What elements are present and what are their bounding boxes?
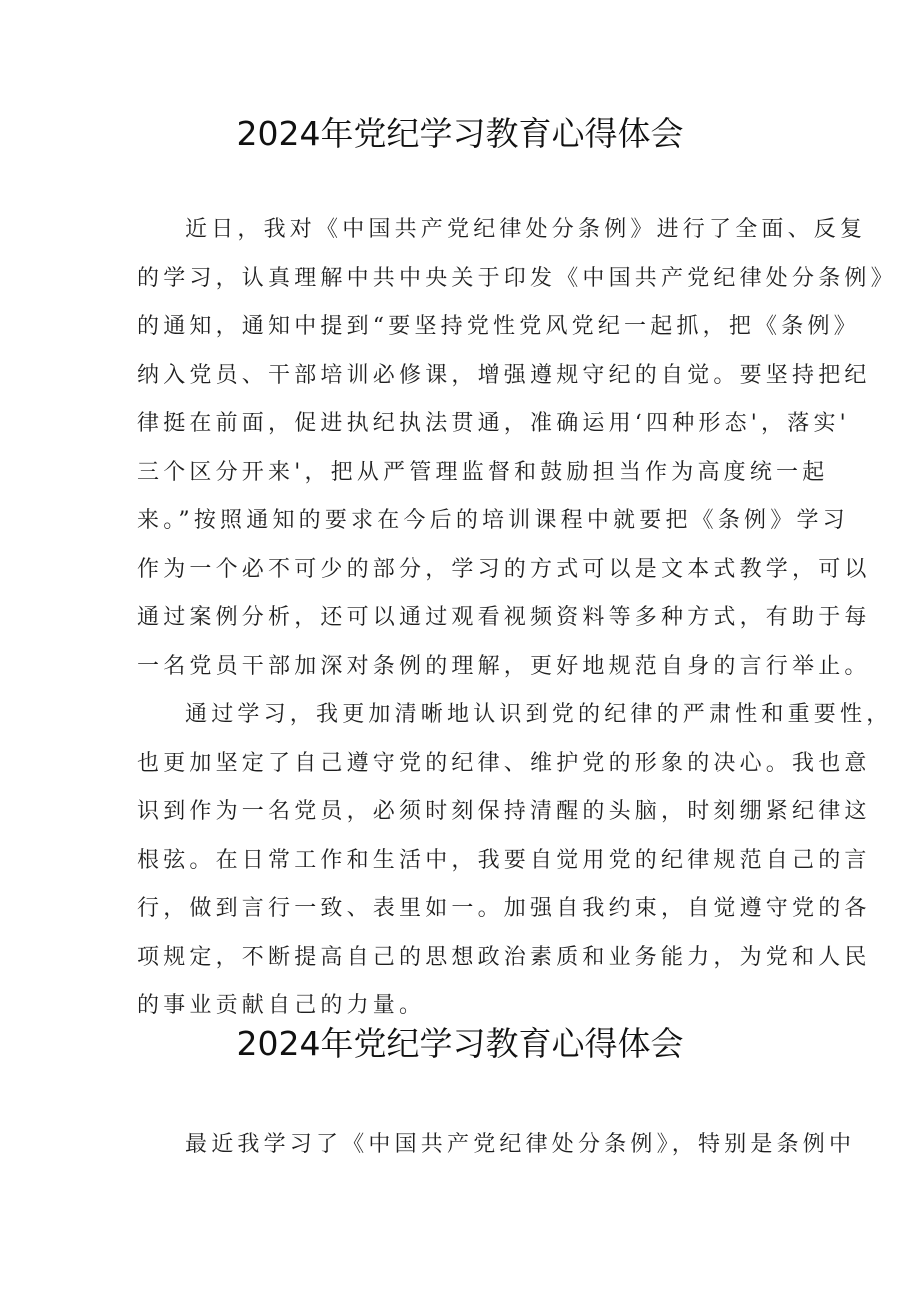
paragraph-line: 律挺在前面，促进执纪执法贯通，准确运用‘四种形态'，落实' [137,411,850,436]
paragraph-line: 近日，我对《中国共产党纪律处分条例》进行了全面、反复 [185,217,867,242]
paragraph-line: 的通知，通知中提到“要坚持党性党风党纪一起抓，把《条例》 [137,314,860,339]
paragraph-line: 三个区分开来'，把从严管理监督和鼓励担当作为高度统一起 [137,459,829,485]
paragraph-line: 一名党员干部加深对条例的理解，更好地规范自身的言行举止。 [137,653,871,679]
paragraph-line: 项规定，不断提高自己的思想政治素质和业务能力，为党和人民 [137,944,871,970]
paragraph-line: 行，做到言行一致、表里如一。加强自我约束，自觉遵守党的各 [137,896,871,921]
paragraph-line: 作为一个必不可少的部分，学习的方式可以是文本式教学，可以 [137,556,871,582]
paragraph-line: 识到作为一名党员，必须时刻保持清醒的头脑，时刻绷紧纪律这 [137,799,871,824]
essay-body [137,206,897,1031]
paragraph-line: 也更加坚定了自己遵守党的纪律、维护党的形象的决心。我也意 [137,750,871,776]
essay-title: 2024年党纪学习教育心得体会 [236,1024,684,1063]
paragraph-line: 根弦。在日常工作和生活中，我要自觉用党的纪律规范自己的言 [137,847,871,873]
paragraph-line: 来。”按照通知的要求在今后的培训课程中就要把《条例》学习 [137,508,849,533]
essay-title: 2024年党纪学习教育心得体会 [236,114,684,153]
paragraph-line: 的学习，认真理解中共中央关于印发《中国共产党纪律处分条例》 [137,265,897,291]
paragraph-line: 通过学习，我更加清晰地认识到党的纪律的严肃性和重要性， [185,702,893,727]
paragraph-line: 的事业贡献自己的力量。 [137,993,426,1018]
essay-body [137,1121,856,1170]
paragraph-line: 纳入党员、干部培训必修课，增强遵规守纪的自觉。要坚持把纪 [137,362,871,388]
paragraph-line: 最近我学习了《中国共产党纪律处分条例》，特别是条例中 [185,1132,856,1157]
paragraph-line: 通过案例分析，还可以通过观看视频资料等多种方式，有助于每 [137,605,871,630]
